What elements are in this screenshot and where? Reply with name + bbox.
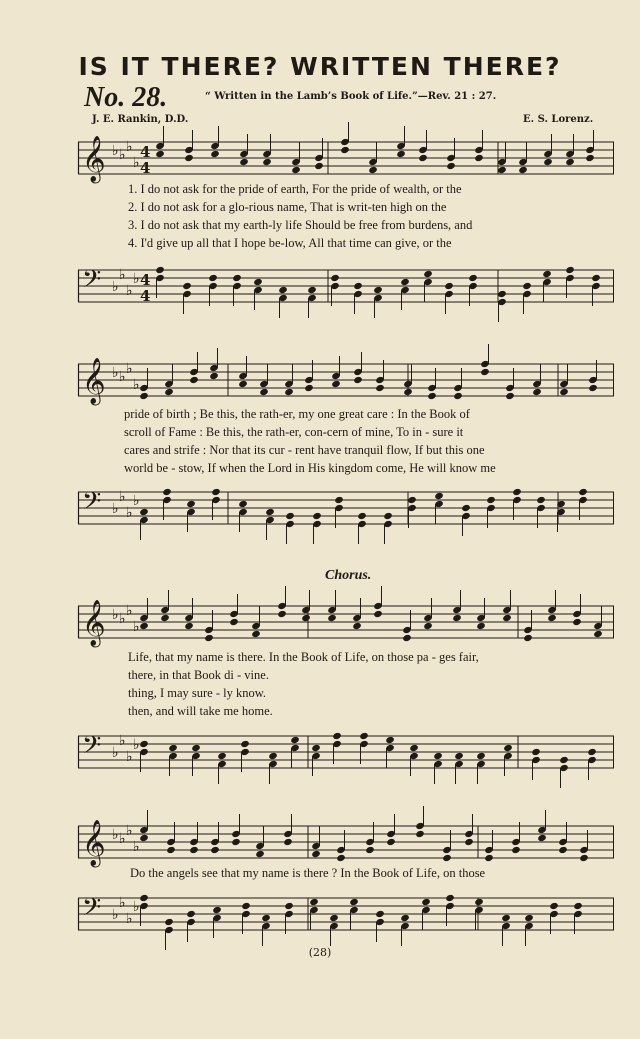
note-head <box>189 846 199 854</box>
note-head <box>502 614 512 622</box>
flat-sign-icon: ♭ <box>133 155 140 171</box>
verse-line: 1. I do not ask for the pride of earth, For the pride of wealth, or the <box>128 182 462 196</box>
note-head <box>261 914 271 922</box>
verse-line: pride of birth ; Be this, the rath-er, my one great care : In the Book of <box>124 407 470 421</box>
note-head <box>542 270 552 278</box>
note-head <box>204 634 214 642</box>
note-head <box>352 622 362 630</box>
treble-clef-icon: 𝄞 <box>82 600 106 646</box>
flat-sign-icon: ♭ <box>133 737 140 753</box>
note-head <box>262 158 272 166</box>
flat-sign-icon: ♭ <box>126 823 133 839</box>
treble-staff <box>78 128 614 184</box>
note-head <box>537 834 547 842</box>
bass-clef-icon: 𝄢 <box>82 487 102 522</box>
note-head <box>365 846 375 854</box>
note-head <box>511 846 521 854</box>
note-head <box>559 388 569 396</box>
note-head <box>585 154 595 162</box>
note-head <box>265 508 275 516</box>
note-head <box>164 918 174 926</box>
note-head <box>505 392 515 400</box>
note-head <box>139 622 149 630</box>
flat-sign-icon: ♭ <box>112 607 119 623</box>
note-head <box>421 898 431 906</box>
note-head <box>186 500 196 508</box>
note-head <box>139 508 149 516</box>
note-head <box>309 898 319 906</box>
note-head <box>578 488 588 496</box>
scripture-reference: “ Written in the Lamb’s Book of Life.”—Rev. 21 : 27. <box>205 91 497 102</box>
note-head <box>155 266 165 274</box>
note-head <box>445 894 455 902</box>
bass-staff <box>78 256 614 312</box>
note-head <box>403 388 413 396</box>
note-head <box>474 898 484 906</box>
flat-sign-icon: ♭ <box>119 611 126 627</box>
note-head <box>139 894 149 902</box>
note-head <box>464 838 474 846</box>
bass-clef-icon: 𝄢 <box>82 265 102 300</box>
note-head <box>486 496 496 504</box>
note-head <box>232 274 242 282</box>
note-head <box>418 154 428 162</box>
note-head <box>239 158 249 166</box>
note-head <box>480 368 490 376</box>
time-signature: 4 <box>140 143 151 161</box>
note-head <box>284 388 294 396</box>
flat-sign-icon: ♭ <box>119 733 126 749</box>
note-head <box>518 166 528 174</box>
note-head <box>423 622 433 630</box>
note-head <box>400 278 410 286</box>
note-head <box>573 902 583 910</box>
note-head <box>184 622 194 630</box>
note-head <box>217 752 227 760</box>
flat-sign-icon: ♭ <box>112 745 119 761</box>
verse-line: world be - stow, If when the Lord in His kingdom come, He will know me <box>124 461 496 475</box>
flat-sign-icon: ♭ <box>126 505 133 521</box>
note-head <box>357 512 367 520</box>
note-head <box>285 512 295 520</box>
note-head <box>209 372 219 380</box>
note-head <box>311 850 321 858</box>
note-head <box>208 274 218 282</box>
note-head <box>476 752 486 760</box>
flat-sign-icon: ♭ <box>119 267 126 283</box>
note-head <box>452 614 462 622</box>
bass-clef-icon: 𝄢 <box>82 893 102 928</box>
note-head <box>238 500 248 508</box>
note-head <box>375 910 385 918</box>
note-head <box>340 146 350 154</box>
note-head <box>474 154 484 162</box>
note-head <box>139 740 149 748</box>
note-head <box>168 744 178 752</box>
note-head <box>251 630 261 638</box>
note-head <box>565 266 575 274</box>
author-credit: J. E. Rankin, D.D. <box>92 114 189 125</box>
time-signature: 4 <box>140 271 151 289</box>
bass-clef-icon: 𝄢 <box>82 731 102 766</box>
flat-sign-icon: ♭ <box>126 283 133 299</box>
note-head <box>312 512 322 520</box>
note-head <box>211 488 221 496</box>
note-head <box>291 166 301 174</box>
page-number: (28) <box>308 946 332 959</box>
flat-sign-icon: ♭ <box>112 907 119 923</box>
verse-line: then, and will take me home. <box>128 704 273 718</box>
note-head <box>277 610 287 618</box>
flat-sign-icon: ♭ <box>119 831 126 847</box>
chorus-label: Chorus. <box>325 568 372 583</box>
treble-clef-icon: 𝄞 <box>82 820 106 866</box>
note-head <box>186 910 196 918</box>
note-head <box>191 744 201 752</box>
time-signature: 4 <box>140 159 151 177</box>
note-head <box>446 162 456 170</box>
note-head <box>375 384 385 392</box>
note-head <box>164 388 174 396</box>
note-head <box>543 158 553 166</box>
verse-line: there, in that Book di - vine. <box>128 668 269 682</box>
verse-line: thing, I may sure - ly know. <box>128 686 267 700</box>
note-head <box>353 376 363 384</box>
verse-line: 2. I do not ask for a glo-rious name, That is writ-ten high on the <box>128 200 447 214</box>
treble-staff <box>78 350 614 406</box>
note-head <box>442 854 452 862</box>
verse-line: cares and strife : Nor that its cur - rent have tranquil flow, If but this one <box>124 443 485 457</box>
note-head <box>523 634 533 642</box>
flat-sign-icon: ♭ <box>112 365 119 381</box>
flat-sign-icon: ♭ <box>119 369 126 385</box>
note-head <box>241 902 251 910</box>
treble-clef-icon: 𝄞 <box>82 136 106 182</box>
note-head <box>423 270 433 278</box>
note-head <box>139 834 149 842</box>
flat-sign-icon: ♭ <box>112 143 119 159</box>
note-head <box>454 752 464 760</box>
note-head <box>593 630 603 638</box>
flat-sign-icon: ♭ <box>133 839 140 855</box>
note-head <box>259 388 269 396</box>
note-head <box>407 496 417 504</box>
note-head <box>427 392 437 400</box>
note-head <box>476 622 486 630</box>
note-head <box>531 748 541 756</box>
note-head <box>434 492 444 500</box>
treble-clef-icon: 𝄞 <box>82 358 106 404</box>
note-head <box>587 748 597 756</box>
note-head <box>349 898 359 906</box>
flat-sign-icon: ♭ <box>112 501 119 517</box>
note-head <box>332 732 342 740</box>
note-head <box>503 744 513 752</box>
flat-sign-icon: ♭ <box>126 911 133 927</box>
flat-sign-icon: ♭ <box>119 895 126 911</box>
note-head <box>253 278 263 286</box>
note-head <box>433 752 443 760</box>
hymn-title: IS IT THERE? WRITTEN THERE? <box>78 52 562 81</box>
bass-staff <box>78 884 614 940</box>
note-head <box>461 504 471 512</box>
note-head <box>231 838 241 846</box>
flat-sign-icon: ♭ <box>133 619 140 635</box>
note-head <box>278 286 288 294</box>
verse-line: Do the angels see that my name is there ? In the Book of Life, on those <box>130 866 486 880</box>
note-head <box>336 854 346 862</box>
note-head <box>497 166 507 174</box>
flat-sign-icon: ♭ <box>126 361 133 377</box>
note-head <box>353 282 363 290</box>
note-head <box>547 614 557 622</box>
note-head <box>327 614 337 622</box>
note-head <box>522 282 532 290</box>
note-head <box>182 282 192 290</box>
verse-line: Life, that my name is there. In the Book of Life, on those pa - ges fair, <box>128 650 479 664</box>
note-head <box>385 736 395 744</box>
flat-sign-icon: ♭ <box>133 377 140 393</box>
note-head <box>453 392 463 400</box>
note-head <box>210 150 220 158</box>
note-head <box>331 380 341 388</box>
composer-credit: E. S. Lorenz. <box>523 114 594 125</box>
note-head <box>549 902 559 910</box>
note-head <box>536 496 546 504</box>
note-head <box>330 274 340 282</box>
note-head <box>189 376 199 384</box>
note-head <box>238 380 248 388</box>
note-head <box>444 282 454 290</box>
note-head <box>240 740 250 748</box>
verse-line: scroll of Fame : Be this, the rath-er, con-cern of mine, To in - sure it <box>124 425 464 439</box>
flat-sign-icon: ♭ <box>119 147 126 163</box>
treble-staff <box>78 592 614 648</box>
flat-sign-icon: ♭ <box>112 827 119 843</box>
note-head <box>559 756 569 764</box>
note-head <box>290 736 300 744</box>
note-head <box>572 618 582 626</box>
note-head <box>386 838 396 846</box>
note-head <box>468 274 478 282</box>
note-head <box>409 744 419 752</box>
flat-sign-icon: ♭ <box>126 749 133 765</box>
note-head <box>501 914 511 922</box>
note-head <box>155 150 165 158</box>
note-head <box>400 914 410 922</box>
note-head <box>402 634 412 642</box>
note-head <box>368 166 378 174</box>
note-head <box>373 286 383 294</box>
note-head <box>166 846 176 854</box>
note-head <box>329 914 339 922</box>
note-head <box>565 158 575 166</box>
note-head <box>311 744 321 752</box>
note-head <box>591 274 601 282</box>
flat-sign-icon: ♭ <box>133 899 140 915</box>
note-head <box>334 496 344 504</box>
flat-sign-icon: ♭ <box>133 493 140 509</box>
note-head <box>524 914 534 922</box>
note-head <box>314 162 324 170</box>
note-head <box>160 614 170 622</box>
note-head <box>139 392 149 400</box>
note-head <box>373 610 383 618</box>
bass-staff <box>78 722 614 778</box>
note-head <box>359 732 369 740</box>
note-head <box>415 830 425 838</box>
verse-line: 3. I do not ask that my earth-ly life Should be free from burdens, and <box>128 218 473 232</box>
note-head <box>307 286 317 294</box>
bass-staff <box>78 478 614 534</box>
note-head <box>162 488 172 496</box>
flat-sign-icon: ♭ <box>112 279 119 295</box>
note-head <box>512 488 522 496</box>
note-head <box>229 618 239 626</box>
note-head <box>588 384 598 392</box>
note-head <box>396 150 406 158</box>
time-signature: 4 <box>140 287 151 305</box>
note-head <box>579 854 589 862</box>
note-head <box>497 290 507 298</box>
verse-line: 4. I'd give up all that I hope be-low, All that time can give, or the <box>128 236 452 250</box>
note-head <box>255 850 265 858</box>
note-head <box>283 838 293 846</box>
note-head <box>484 854 494 862</box>
flat-sign-icon: ♭ <box>126 603 133 619</box>
note-head <box>210 846 220 854</box>
note-head <box>558 846 568 854</box>
note-head <box>304 384 314 392</box>
note-head <box>184 154 194 162</box>
note-head <box>532 388 542 396</box>
note-head <box>212 906 222 914</box>
note-head <box>268 752 278 760</box>
flat-sign-icon: ♭ <box>133 271 140 287</box>
note-head <box>284 902 294 910</box>
flat-sign-icon: ♭ <box>119 489 126 505</box>
note-head <box>301 614 311 622</box>
treble-staff <box>78 812 614 868</box>
flat-sign-icon: ♭ <box>126 139 133 155</box>
hymn-number: No. 28. <box>84 82 168 113</box>
note-head <box>383 512 393 520</box>
